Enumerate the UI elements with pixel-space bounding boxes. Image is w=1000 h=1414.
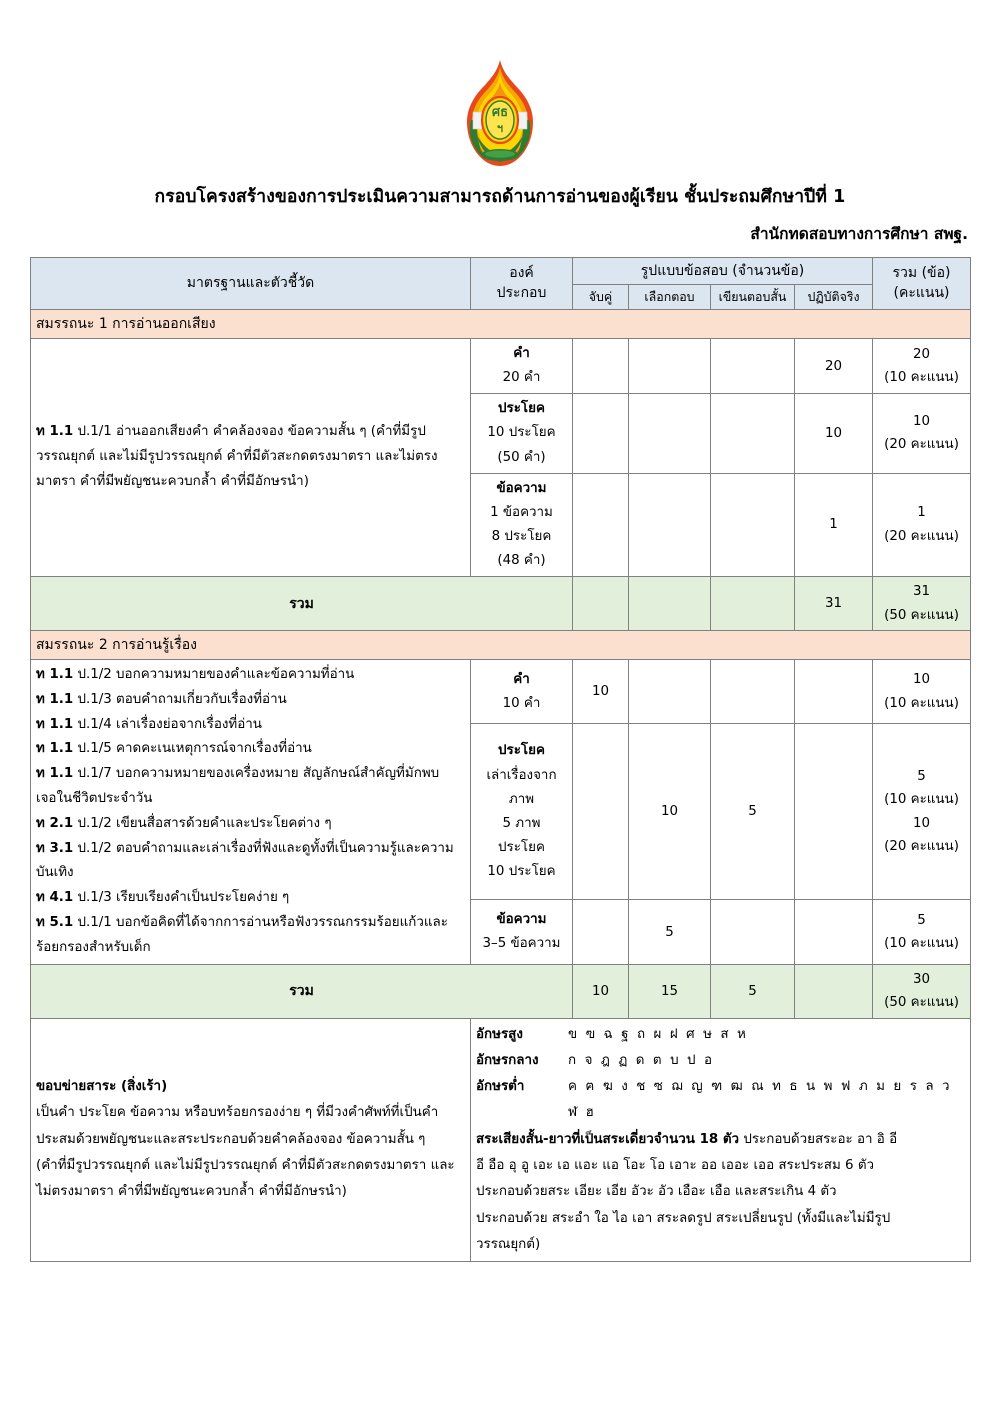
total-score: (50 คะแนน) xyxy=(884,607,959,623)
indicator-line: ร้อยกรองสำหรับเด็ก xyxy=(36,939,151,955)
alphabet-chars-low: ค ฅ ฆ ง ช ซ ฌ ญ ฑ ฒ ณ ท ธ น พ ฟ ภ ม ย ร ล ว ฬ ฮ xyxy=(568,1078,952,1120)
competency-1-total-row xyxy=(31,577,971,631)
component-title: ประโยค xyxy=(498,743,545,759)
indicator-line: ท 1.1 ป.1/7 บอกความหมายของเครื่องหมาย สัญลักษณ์สำคัญที่มักพบ xyxy=(36,766,440,782)
cell-short-answer xyxy=(711,473,795,577)
cell-match xyxy=(573,724,629,900)
component-detail: ภาพ xyxy=(508,791,535,807)
indicator-line: ท 1.1 ป.1/3 ตอบคำถามเกี่ยวกับเรื่องที่อ่าน xyxy=(36,691,287,707)
component-detail: 20 คำ xyxy=(502,370,541,386)
competency-1-row-word xyxy=(31,339,971,394)
header-format-group: รูปแบบข้อสอบ (จำนวนข้อ) xyxy=(573,257,873,284)
header-component xyxy=(471,257,573,309)
cell-practical xyxy=(795,724,873,900)
header-total xyxy=(873,257,971,309)
indicator-line: ท 1.1 ป.1/2 บอกความหมายของคำและข้อความที่อ่าน xyxy=(36,667,355,683)
indicator-line: วรรณยุกต์ และไม่มีรูปวรรณยุกต์ คำที่มีตัวสะกดตรงมาตรา และไม่ตรง xyxy=(36,449,438,465)
component-detail: 10 ประโยค xyxy=(487,864,556,880)
cell-choice: 5 xyxy=(629,900,711,964)
component-detail: 10 ประโยค xyxy=(487,425,556,441)
total-items: 5 xyxy=(917,912,926,928)
svg-text:ศธ: ศธ xyxy=(491,105,509,120)
component-title: ประโยค xyxy=(498,401,545,417)
cell-choice: 10 xyxy=(629,724,711,900)
indicator-line: ท 4.1 ป.1/3 เรียบเรียงคำเป็นประโยคง่าย ๆ xyxy=(36,890,290,906)
scope-line: ไม่ตรงมาตรา คำที่มีพยัญชนะควบกล้ำ คำที่มีอักษรนำ) xyxy=(36,1183,347,1199)
cell-short-answer xyxy=(711,900,795,964)
competency-2-total-row xyxy=(31,964,971,1018)
header-total-line2: (คะแนน) xyxy=(893,285,950,302)
cell-practical: 20 xyxy=(795,339,873,394)
total-label: รวม xyxy=(31,577,573,631)
competency-2-band-row xyxy=(31,631,971,660)
component-sentence xyxy=(471,724,573,900)
alphabet-row-high xyxy=(476,1022,965,1048)
total-score-b: (20 คะแนน) xyxy=(884,839,959,855)
competency-2-row-word xyxy=(31,660,971,724)
scope-line: (คำที่มีรูปวรรณยุกต์ และไม่มีรูปวรรณยุกต์ คำที่มีตัวสะกดตรงมาตรา และ xyxy=(36,1157,455,1173)
total-practical xyxy=(795,964,873,1018)
cell-match: 10 xyxy=(573,660,629,724)
cell-practical xyxy=(795,900,873,964)
indicator-line: ท 1.1 ป.1/5 คาดคะเนเหตุการณ์จากเรื่องที่อ่าน xyxy=(36,741,312,757)
vowel-line xyxy=(476,1127,965,1153)
vowel-line-rest: ประกอบด้วยสระอะ อา อิ อี xyxy=(739,1132,898,1148)
cell-total xyxy=(873,724,971,900)
total-match xyxy=(573,577,629,631)
header-format-practical: ปฏิบัติจริง xyxy=(795,285,873,310)
component-title: คำ xyxy=(513,346,530,362)
header-standards: มาตรฐานและตัวชี้วัด xyxy=(31,257,471,309)
vowel-line: วรรณยุกต์) xyxy=(476,1236,541,1252)
component-passage xyxy=(471,473,573,577)
header-component-line1: องค์ xyxy=(509,265,534,282)
assessment-framework-table xyxy=(30,257,971,1262)
component-title: ข้อความ xyxy=(496,480,547,496)
alphabet-row-mid xyxy=(476,1048,965,1074)
total-score-a: (10 คะแนน) xyxy=(884,792,959,808)
vowel-line: ประกอบด้วยสระ เอียะ เอีย อัวะ อัว เอือะ เอือ และสระเกิน 4 ตัว xyxy=(476,1184,837,1200)
emblem-container xyxy=(30,58,970,180)
indicator-line: ท 5.1 ป.1/1 บอกข้อคิดที่ได้จากการอ่านหรือฟังวรรณกรรมร้อยแก้วและ xyxy=(36,915,448,931)
total-short-answer xyxy=(711,577,795,631)
scope-line: เป็นคำ ประโยค ข้อความ หรือบทร้อยกรองง่าย ๆ ที่มีวงคำศัพท์ที่เป็นคำ xyxy=(36,1105,439,1121)
alphabet-label-high: อักษรสูง xyxy=(476,1026,523,1042)
scope-heading: ขอบข่ายสาระ (สิ่งเร้า) xyxy=(36,1079,168,1095)
cell-practical: 10 xyxy=(795,394,873,473)
vowel-heading: สระเสียงสั้น-ยาวที่เป็นสระเดี่ยวจำนวน 18 ตัว xyxy=(476,1132,740,1148)
header-total-line1: รวม (ข้อ) xyxy=(892,265,951,282)
cell-match xyxy=(573,900,629,964)
cell-total xyxy=(873,660,971,724)
component-sentence xyxy=(471,394,573,473)
indicator-text-1: ป.1/1 อ่านออกเสียงคำ คำคล้องจอง ข้อความสั้น ๆ (คำที่มีรูป xyxy=(73,424,426,440)
cell-choice xyxy=(629,339,711,394)
total-items: 31 xyxy=(912,584,931,600)
vowel-line: ประกอบด้วย สระอำ ใอ ไอ เอา สระลดรูป สระเปลี่ยนรูป (ทั้งมีและไม่มีรูป xyxy=(476,1210,891,1226)
header-component-line2: ประกอบ xyxy=(496,285,547,302)
indicator-line: เจอในชีวิตประจำวัน xyxy=(36,791,153,807)
cell-practical: 1 xyxy=(795,473,873,577)
component-detail: 3–5 ข้อความ xyxy=(482,936,561,952)
total-score: (50 คะแนน) xyxy=(884,995,959,1011)
total-items-b: 10 xyxy=(912,815,931,831)
total-short-answer: 5 xyxy=(711,964,795,1018)
indicator-line: มาตรา คำที่มีพยัญชนะควบกล้ำ คำที่มีอักษรนำ) xyxy=(36,473,309,489)
table-header-row-1 xyxy=(31,257,971,284)
component-word xyxy=(471,339,573,394)
cell-short-answer xyxy=(711,339,795,394)
total-items: 10 xyxy=(912,672,931,688)
competency-2-indicators xyxy=(31,660,471,965)
scope-row xyxy=(31,1018,971,1261)
cell-total xyxy=(873,473,971,577)
indicator-line xyxy=(36,420,465,445)
total-score: (10 คะแนน) xyxy=(884,695,959,711)
component-detail: 1 ข้อความ xyxy=(490,504,553,520)
cell-choice xyxy=(629,660,711,724)
total-score: (20 คะแนน) xyxy=(884,437,959,453)
competency-2-title: สมรรถนะ 2 การอ่านรู้เรื่อง xyxy=(31,631,971,660)
ministry-of-education-thailand-emblem xyxy=(457,58,543,170)
indicator-line: ท 3.1 ป.1/2 ตอบคำถามและเล่าเรื่องที่ฟังและดูทั้งที่เป็นความรู้และความบันเทิง xyxy=(36,840,454,881)
page-subtitle: สำนักทดสอบทางการศึกษา สพฐ. xyxy=(750,224,968,243)
component-detail: ประโยค xyxy=(498,839,545,855)
total-items: 20 xyxy=(912,346,931,362)
total-score: (10 คะแนน) xyxy=(884,370,959,386)
scope-line: ประสมด้วยพยัญชนะและสระประกอบด้วยคำคล้องจอง ข้อความสั้น ๆ xyxy=(36,1131,426,1147)
alphabet-label-mid: อักษรกลาง xyxy=(476,1052,539,1068)
component-detail: (50 คำ) xyxy=(497,449,546,465)
cell-short-answer: 5 xyxy=(711,724,795,900)
competency-1-title: สมรรถนะ 1 การอ่านออกเสียง xyxy=(31,310,971,339)
alphabet-row-low xyxy=(476,1074,965,1126)
alphabet-label-low: อักษรต่ำ xyxy=(476,1078,525,1094)
page-title: กรอบโครงสร้างของการประเมินความสามารถด้านการอ่านของผู้เรียน ชั้นประถมศึกษาปีที่ 1 xyxy=(154,187,846,207)
alphabet-chars-high: ข ฃ ฉ ฐ ถ ผ ฝ ศ ษ ส ห xyxy=(568,1026,748,1042)
cell-short-answer xyxy=(711,660,795,724)
header-format-short-answer: เขียนตอบสั้น xyxy=(711,285,795,310)
cell-match xyxy=(573,339,629,394)
total-items: 1 xyxy=(917,505,926,521)
cell-total xyxy=(873,900,971,964)
alphabet-chars-mid: ก จ ฎ ฏ ด ต บ ป อ xyxy=(568,1052,715,1068)
component-detail: เล่าเรื่องจาก xyxy=(486,767,557,783)
total-practical: 31 xyxy=(795,577,873,631)
component-detail: 10 คำ xyxy=(502,695,541,711)
total-score: (10 คะแนน) xyxy=(884,936,959,952)
total-items: 10 xyxy=(912,414,931,430)
cell-choice xyxy=(629,394,711,473)
cell-short-answer xyxy=(711,394,795,473)
component-detail: (48 คำ) xyxy=(497,553,546,569)
header-format-choice: เลือกตอบ xyxy=(629,285,711,310)
component-detail: 8 ประโยค xyxy=(491,528,552,544)
component-title: คำ xyxy=(513,671,530,687)
total-sum xyxy=(873,577,971,631)
cell-total xyxy=(873,394,971,473)
total-choice: 15 xyxy=(629,964,711,1018)
header-format-match: จับคู่ xyxy=(573,285,629,310)
component-title: ข้อความ xyxy=(496,911,547,927)
indicator-line: ท 2.1 ป.1/2 เขียนสื่อสารด้วยคำและประโยคต่าง ๆ xyxy=(36,815,332,831)
cell-choice xyxy=(629,473,711,577)
svg-text:ฯ: ฯ xyxy=(496,122,504,135)
total-label: รวม xyxy=(31,964,573,1018)
indicator-line: ท 1.1 ป.1/4 เล่าเรื่องย่อจากเรื่องที่อ่าน xyxy=(36,716,262,732)
component-detail: 5 ภาพ xyxy=(502,815,541,831)
competency-1-band-row xyxy=(31,310,971,339)
cell-match xyxy=(573,394,629,473)
vowel-paragraph xyxy=(476,1127,965,1258)
scope-left-cell xyxy=(31,1018,471,1261)
cell-practical xyxy=(795,660,873,724)
total-items-a: 5 xyxy=(917,768,926,784)
vowel-line: อี อือ อุ อู เอะ เอ แอะ แอ โอะ โอ เอาะ ออ เออะ เออ สระประสม 6 ตัว xyxy=(476,1158,875,1174)
component-word xyxy=(471,660,573,724)
scope-right-cell xyxy=(471,1018,971,1261)
cell-match xyxy=(573,473,629,577)
indicator-code: ท 1.1 xyxy=(36,424,74,440)
total-choice xyxy=(629,577,711,631)
cell-total xyxy=(873,339,971,394)
total-sum xyxy=(873,964,971,1018)
competency-1-indicators xyxy=(31,339,471,577)
component-passage xyxy=(471,900,573,964)
total-score: (20 คะแนน) xyxy=(884,528,959,544)
total-items: 30 xyxy=(912,971,931,987)
total-match: 10 xyxy=(573,964,629,1018)
